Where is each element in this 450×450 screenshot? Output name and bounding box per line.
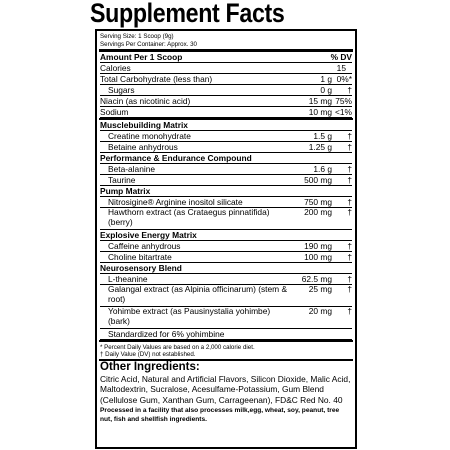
nutrient-amount: 0 g: [320, 84, 332, 95]
footnotes: [100, 342, 352, 358]
ingredient-row: [100, 307, 352, 329]
ingredient-amount: 190 mg: [304, 240, 332, 251]
ingredient-dv: †: [347, 174, 352, 185]
nutrient-dv: †: [347, 84, 352, 95]
ingredient-amount: 62.5 mg: [301, 273, 332, 284]
ingredient-name: Yohimbe extract (as Pausinystalia yohimbe) (bark): [108, 307, 271, 326]
nutrient-row: [100, 85, 352, 96]
footnote-not-established: † Daily Value (DV) not established.: [100, 350, 196, 358]
ingredient-name: Beta-alanine: [108, 164, 156, 174]
ingredient-name: Taurine: [108, 175, 136, 185]
allergen-processing-note: Processed in a facility that also processes milk,egg, wheat, soy, peanut, tree nut, fish and shellfish ingredients.: [100, 407, 340, 424]
nutrient-name: Sodium: [100, 107, 129, 117]
nutrient-amount: 10 mg: [308, 106, 332, 117]
ingredient-dv: †: [347, 207, 352, 217]
ingredient-amount: 1.6 g: [313, 163, 332, 174]
ingredient-dv: †: [347, 306, 352, 316]
nutrient-amount: 15 mg: [308, 95, 332, 106]
ingredient-amount: 500 mg: [304, 174, 332, 185]
nutrient-name: Niacin (as nicotinic acid): [100, 96, 191, 106]
nutrient-row: [100, 74, 352, 85]
ingredient-name: Hawthorn extract (as Crataegus pinnatifida) (berry): [108, 208, 270, 227]
ingredient-row: [100, 175, 352, 186]
ingredient-amount: 1.25 g: [308, 141, 332, 152]
section-title: Explosive Energy Matrix: [100, 230, 197, 240]
ingredient-row: [100, 131, 352, 142]
nutrient-dv: 75%: [335, 95, 352, 106]
ingredient-name: Betaine anhydrous: [108, 142, 178, 152]
nutrient-row: [100, 107, 352, 118]
ingredient-dv: †: [347, 284, 352, 294]
ingredient-dv: †: [347, 141, 352, 152]
ingredient-row: [100, 241, 352, 252]
ingredient-name: Nitrosigine® Arginine inositol silicate: [108, 197, 243, 207]
nutrient-name: Calories: [100, 63, 131, 73]
ingredient-row: [100, 164, 352, 175]
section-header: [100, 120, 352, 131]
other-ingredients-heading: Other Ingredients:: [100, 360, 200, 373]
ingredient-dv: †: [347, 273, 352, 284]
dv-header: % DV: [330, 51, 352, 62]
ingredient-row: [100, 329, 352, 340]
ingredient-dv: †: [347, 163, 352, 174]
label-title: Supplement Facts: [90, 0, 285, 28]
ingredient-amount: 100 mg: [304, 251, 332, 262]
ingredient-name: Standardized for 6% yohimbine: [108, 329, 225, 339]
ingredient-row: [100, 285, 352, 307]
nutrient-name: Sugars: [108, 85, 135, 95]
servings-per-container: Servings Per Container: Approx. 30: [100, 41, 197, 48]
ingredient-dv: †: [347, 240, 352, 251]
ingredient-name: Caffeine anhydrous: [108, 241, 181, 251]
serving-info: [100, 31, 352, 49]
ingredient-amount: 25 mg: [308, 284, 332, 294]
section-header: [100, 263, 352, 274]
section-header: [100, 186, 352, 197]
section-title: Musclebuilding Matrix: [100, 120, 188, 130]
ingredient-amount: 1.5 g: [313, 130, 332, 141]
nutrient-row: [100, 96, 352, 107]
nutrient-dv: <1%: [335, 106, 352, 117]
nutrient-amount: 1 g: [320, 73, 332, 84]
ingredient-dv: †: [347, 251, 352, 262]
section-header: [100, 230, 352, 241]
nutrient-name: Total Carbohydrate (less than): [100, 74, 213, 84]
ingredient-row: [100, 142, 352, 153]
ingredient-dv: †: [347, 196, 352, 207]
ingredient-dv: †: [347, 130, 352, 141]
ingredient-name: Galangal extract (as Alpinia officinarum) (stem & root): [108, 285, 288, 304]
ingredient-row: [100, 252, 352, 263]
ingredient-row: [100, 208, 352, 230]
section-title: Performance & Endurance Compound: [100, 153, 252, 163]
ingredient-name: Creatine monohydrate: [108, 131, 191, 141]
nutrient-row: [100, 63, 352, 74]
nutrient-dv: 0%*: [336, 73, 352, 84]
ingredient-name: Choline bitartrate: [108, 252, 172, 262]
amount-header-row: [100, 52, 352, 63]
footnote-daily-value: * Percent Daily Values are based on a 2,000 calorie diet.: [100, 343, 255, 351]
ingredient-amount: 200 mg: [304, 207, 332, 217]
amount-header: Amount Per 1 Scoop: [100, 52, 183, 62]
ingredient-amount: 750 mg: [304, 196, 332, 207]
ingredient-name: L-theanine: [108, 274, 148, 284]
section-header: [100, 153, 352, 164]
section-title: Pump Matrix: [100, 186, 151, 196]
other-ingredients-text: Citric Acid, Natural and Artificial Flavors, Silicon Dioxide, Malic Acid, Maltodextrin, Sucralose, Acesulfame-Potassium, Gum Blend (Cellulose Gum, Xanthan Gum, Carrageenan), FD&C Red No. 40: [100, 373, 351, 405]
ingredient-amount: 20 mg: [308, 306, 332, 316]
supplement-facts-panel: [95, 29, 357, 449]
serving-size: Serving Size: 1 Scoop (9g): [100, 33, 174, 40]
section-title: Neurosensory Blend: [100, 263, 182, 273]
nutrient-amount: 15: [336, 62, 346, 73]
